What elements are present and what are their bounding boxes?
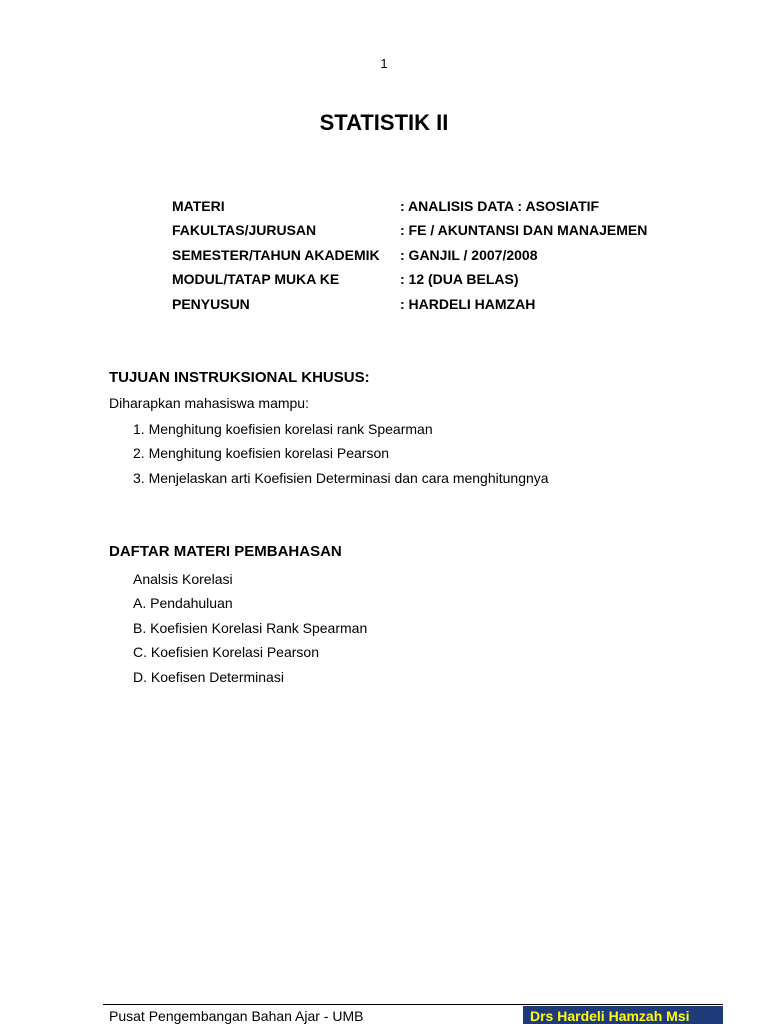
document-title: STATISTIK II — [319, 110, 449, 135]
objectives-intro: Diharapkan mahasiswa mampu: — [109, 395, 309, 411]
list-item: D. Koefisen Determinasi — [133, 668, 284, 685]
materials-heading: DAFTAR MATERI PEMBAHASAN — [109, 543, 342, 560]
meta-label: FAKULTAS/JURUSAN — [172, 222, 317, 239]
meta-label: SEMESTER/TAHUN AKADEMIK — [172, 246, 380, 263]
objectives-heading: TUJUAN INSTRUKSIONAL KHUSUS: — [109, 369, 370, 386]
meta-value: : GANJIL / 2007/2008 — [400, 246, 538, 263]
list-item: 3. Menjelaskan arti Koefisien Determinasi dan cara menghitungnya — [133, 469, 549, 486]
meta-value: : ANALISIS DATA : ASOSIATIF — [400, 198, 600, 214]
list-item: 1. Menghitung koefisien korelasi rank Spearman — [133, 421, 433, 437]
objectives-list — [133, 419, 549, 492]
list-item: B. Koefisien Korelasi Rank Spearman — [133, 619, 368, 636]
meta-label: MATERI — [172, 198, 225, 214]
meta-value: : 12 (DUA BELAS) — [400, 271, 519, 288]
materials-list — [133, 569, 367, 691]
list-item: 2. Menghitung koefisien korelasi Pearson — [133, 445, 390, 462]
page-number: 1 — [380, 56, 388, 71]
meta-value: : HARDELI HAMZAH — [400, 295, 536, 312]
footer-publisher: Pusat Pengembangan Bahan Ajar - UMB — [109, 1008, 364, 1024]
footer-author-badge: Drs Hardeli Hamzah Msi — [523, 1006, 723, 1024]
list-item: C. Koefisien Korelasi Pearson — [133, 644, 319, 661]
list-item: A. Pendahuluan — [133, 595, 233, 612]
list-item: Analsis Korelasi — [133, 571, 233, 587]
meta-label: PENYUSUN — [172, 295, 250, 312]
meta-label: MODUL/TATAP MUKA KE — [172, 271, 340, 288]
footer-divider — [103, 1004, 723, 1005]
meta-value: : FE / AKUNTANSI DAN MANAJEMEN — [400, 222, 648, 239]
